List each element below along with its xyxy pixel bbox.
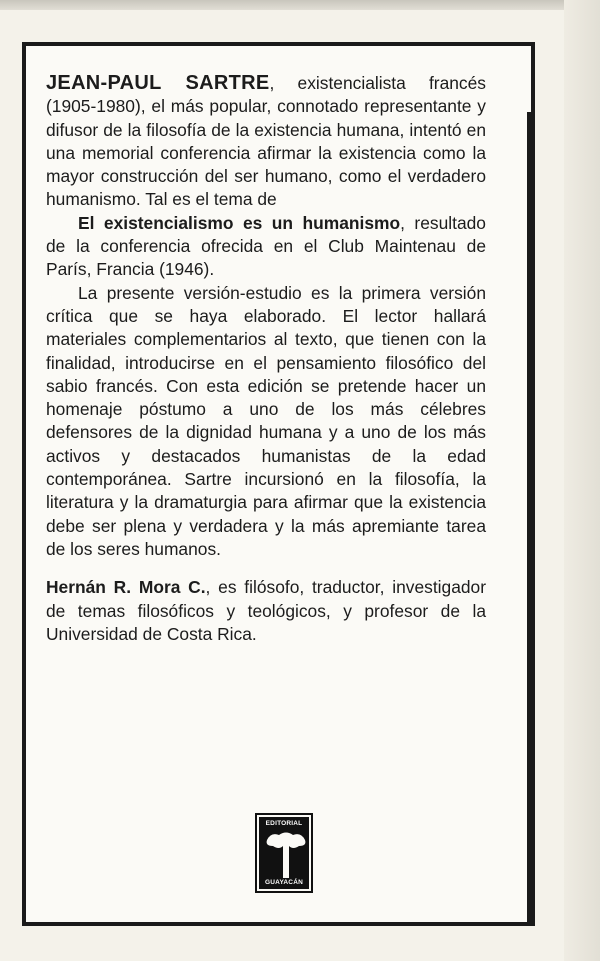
editor-bio: , es filósofo, traductor, investigador de temas filosóficos y teológicos, y profesor de la Universidad de Costa Rica. [46,577,487,644]
logo-background [259,817,309,889]
logo-top-label: EDITORIAL [265,820,303,827]
cover-frame-shadow [527,112,535,922]
book-title-paragraph [46,212,486,282]
tree-icon [263,830,309,880]
intro-paragraph [46,72,486,212]
author-subject-name: JEAN-PAUL SARTRE [46,72,270,94]
editor-paragraph [46,576,486,646]
book-title: El existencialismo es un humanismo [78,212,401,233]
logo-bottom-label: GUAYACÁN [265,879,303,886]
editor-name: Hernán R. Mora C. [46,577,206,598]
book-title-text: , resultado de la conferencia ofrecida en el Club Maintenau de París, Francia (1946). [46,212,486,280]
edition-paragraph: La presente versión-estudio es la primera versión crítica que se haya elaborado. El lector hallará materiales complementarios al texto, que tienen con la finalidad, introducirse en el pensamiento filosófico del sabio francés. Con esta edición se pretende hacer un homenaje póstumo a uno de los más célebres defensores de la dignidad humana y a uno de los más activos y destacados humanistas de la edad contemporánea. Sartre incursionó en la filosofía, la literatura y la dramaturgia para afirmar que la existencia debe ser plena y verdadera y la más apremiante tarea de los seres humanos. [46,282,486,559]
intro-text: , existencialista francés (1905-1980), el más popular, connotado representante y difusor de la filosofía de la existencia humana, intentó en una memorial conferencia afirmar la existencia como la mayor construcción del ser humano, como el verdadero humanismo. Tal es el tema de [46,73,486,210]
paragraph-gap [46,561,486,576]
publisher-logo [255,813,313,893]
cover-text [46,72,486,646]
book-right-edge [564,0,600,961]
